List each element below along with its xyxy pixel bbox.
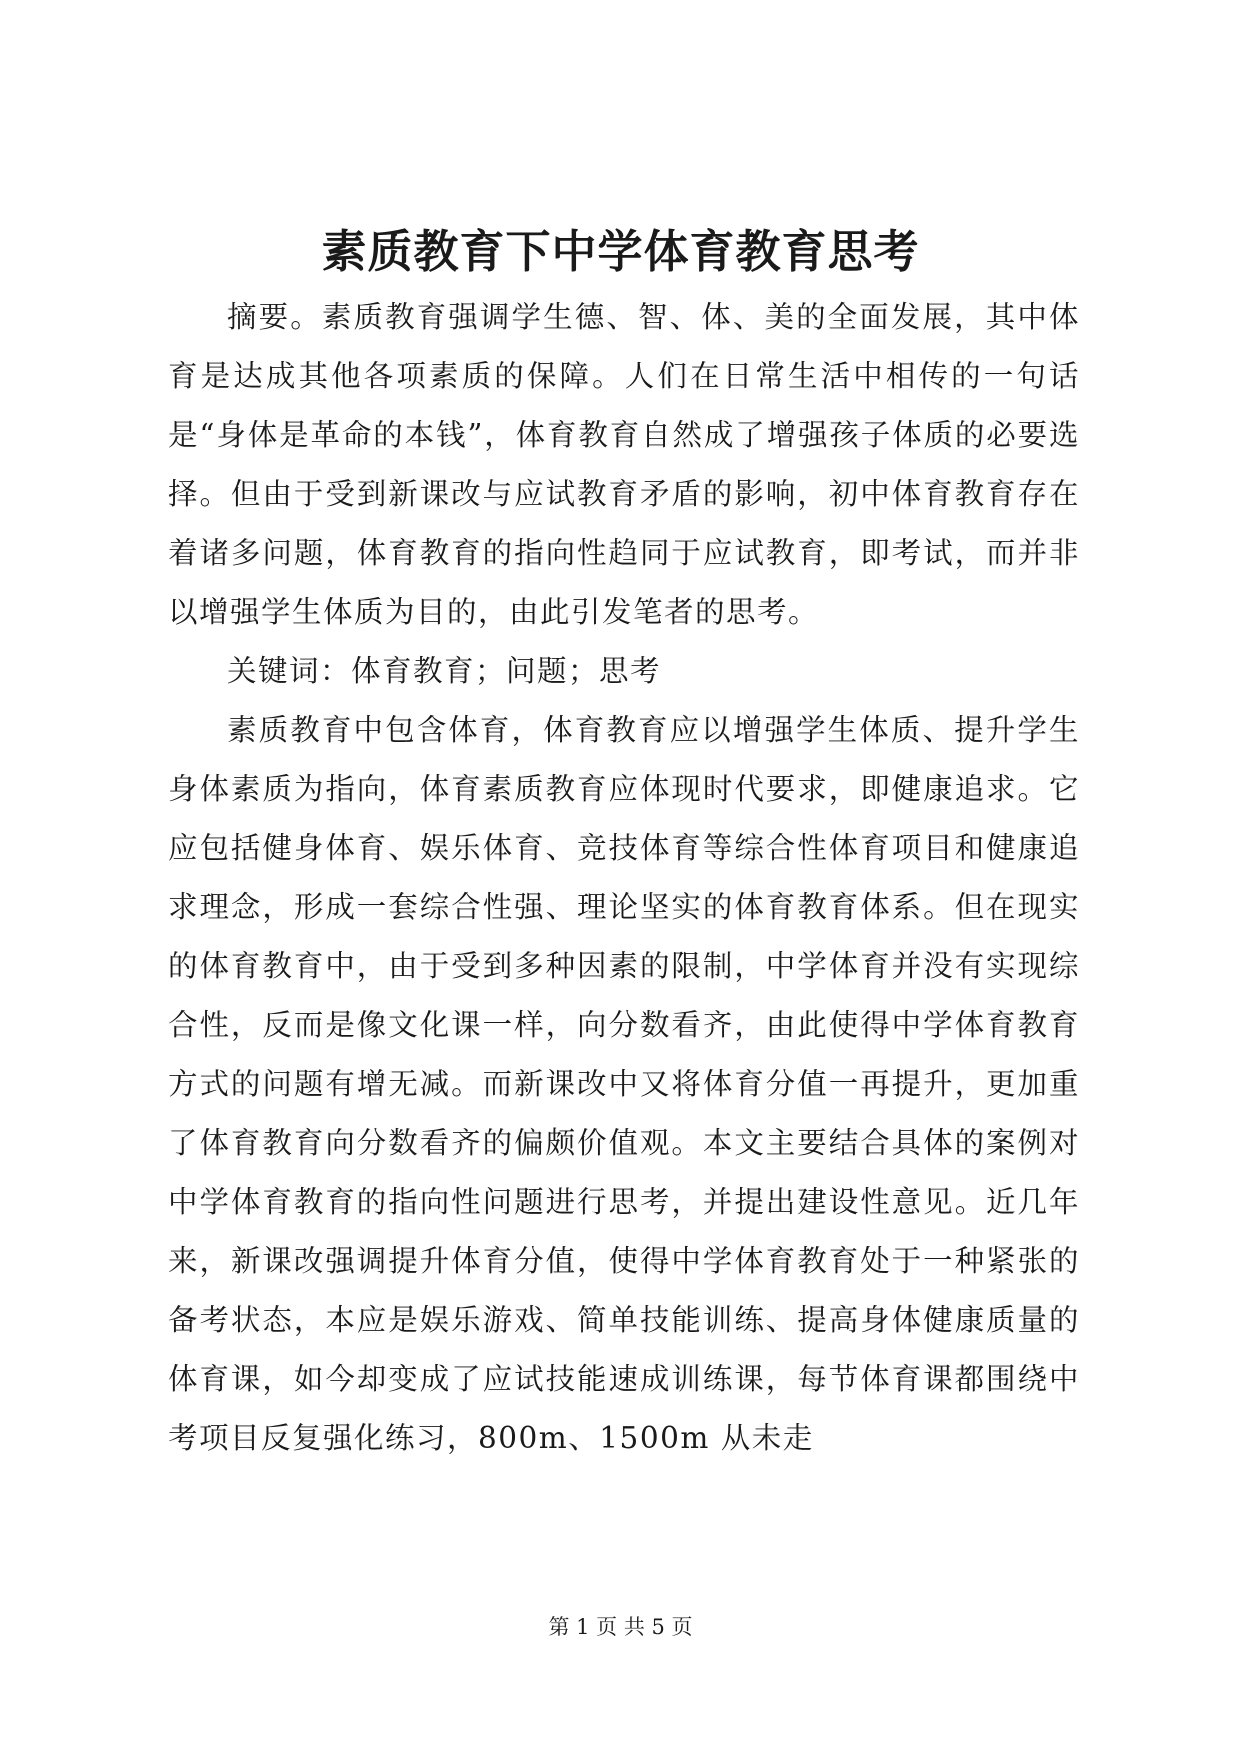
body-paragraph: 素质教育中包含体育，体育教育应以增强学生体质、提升学生身体素质为指向，体育素质教育应体现时代要求，即健康追求。它应包括健身体育、娱乐体育、竞技体育等综合性体育项目和健康追求理念，形成一套综合性强、理论坚实的体育教育体系。但在现实的体育教育中，由于受到多种因素的限制，中学体育并没有实现综合性，反而是像文化课一样，向分数看齐，由此使得中学体育教育方式的问题有增无减。而新课改中又将体育分值一再提升，更加重了体育教育向分数看齐的偏颇价值观。本文主要结合具体的案例对中学体育教育的指向性问题进行思考，并提出建设性意见。近几年来，新课改强调提升体育分值，使得中学体育教育处于一种紧张的备考状态，本应是娱乐游戏、简单技能训练、提高身体健康质量的体育课，如今却变成了应试技能速成训练课，每节体育课都围绕中考项目反复强化练习，800m、1500m 从未走 — [168, 713, 1080, 1455]
abstract-paragraph: 摘要。素质教育强调学生德、智、体、美的全面发展，其中体育是达成其他各项素质的保障。人们在日常生活中相传的一句话是“身体是革命的本钱”，体育教育自然成了增强孩子体质的必要选择。但由于受到新课改与应试教育矛盾的影响，初中体育教育存在着诸多问题，体育教育的指向性趋同于应试教育，即考试，而并非以增强学生体质为目的，由此引发笔者的思考。 — [168, 300, 1080, 629]
document-body — [168, 288, 1080, 1468]
document-title: 素质教育下中学体育教育思考 — [321, 225, 920, 278]
page-footer: 第 1 页 共 5 页 — [548, 1615, 693, 1639]
keywords-paragraph: 关键词：体育教育；问题；思考 — [227, 654, 662, 688]
